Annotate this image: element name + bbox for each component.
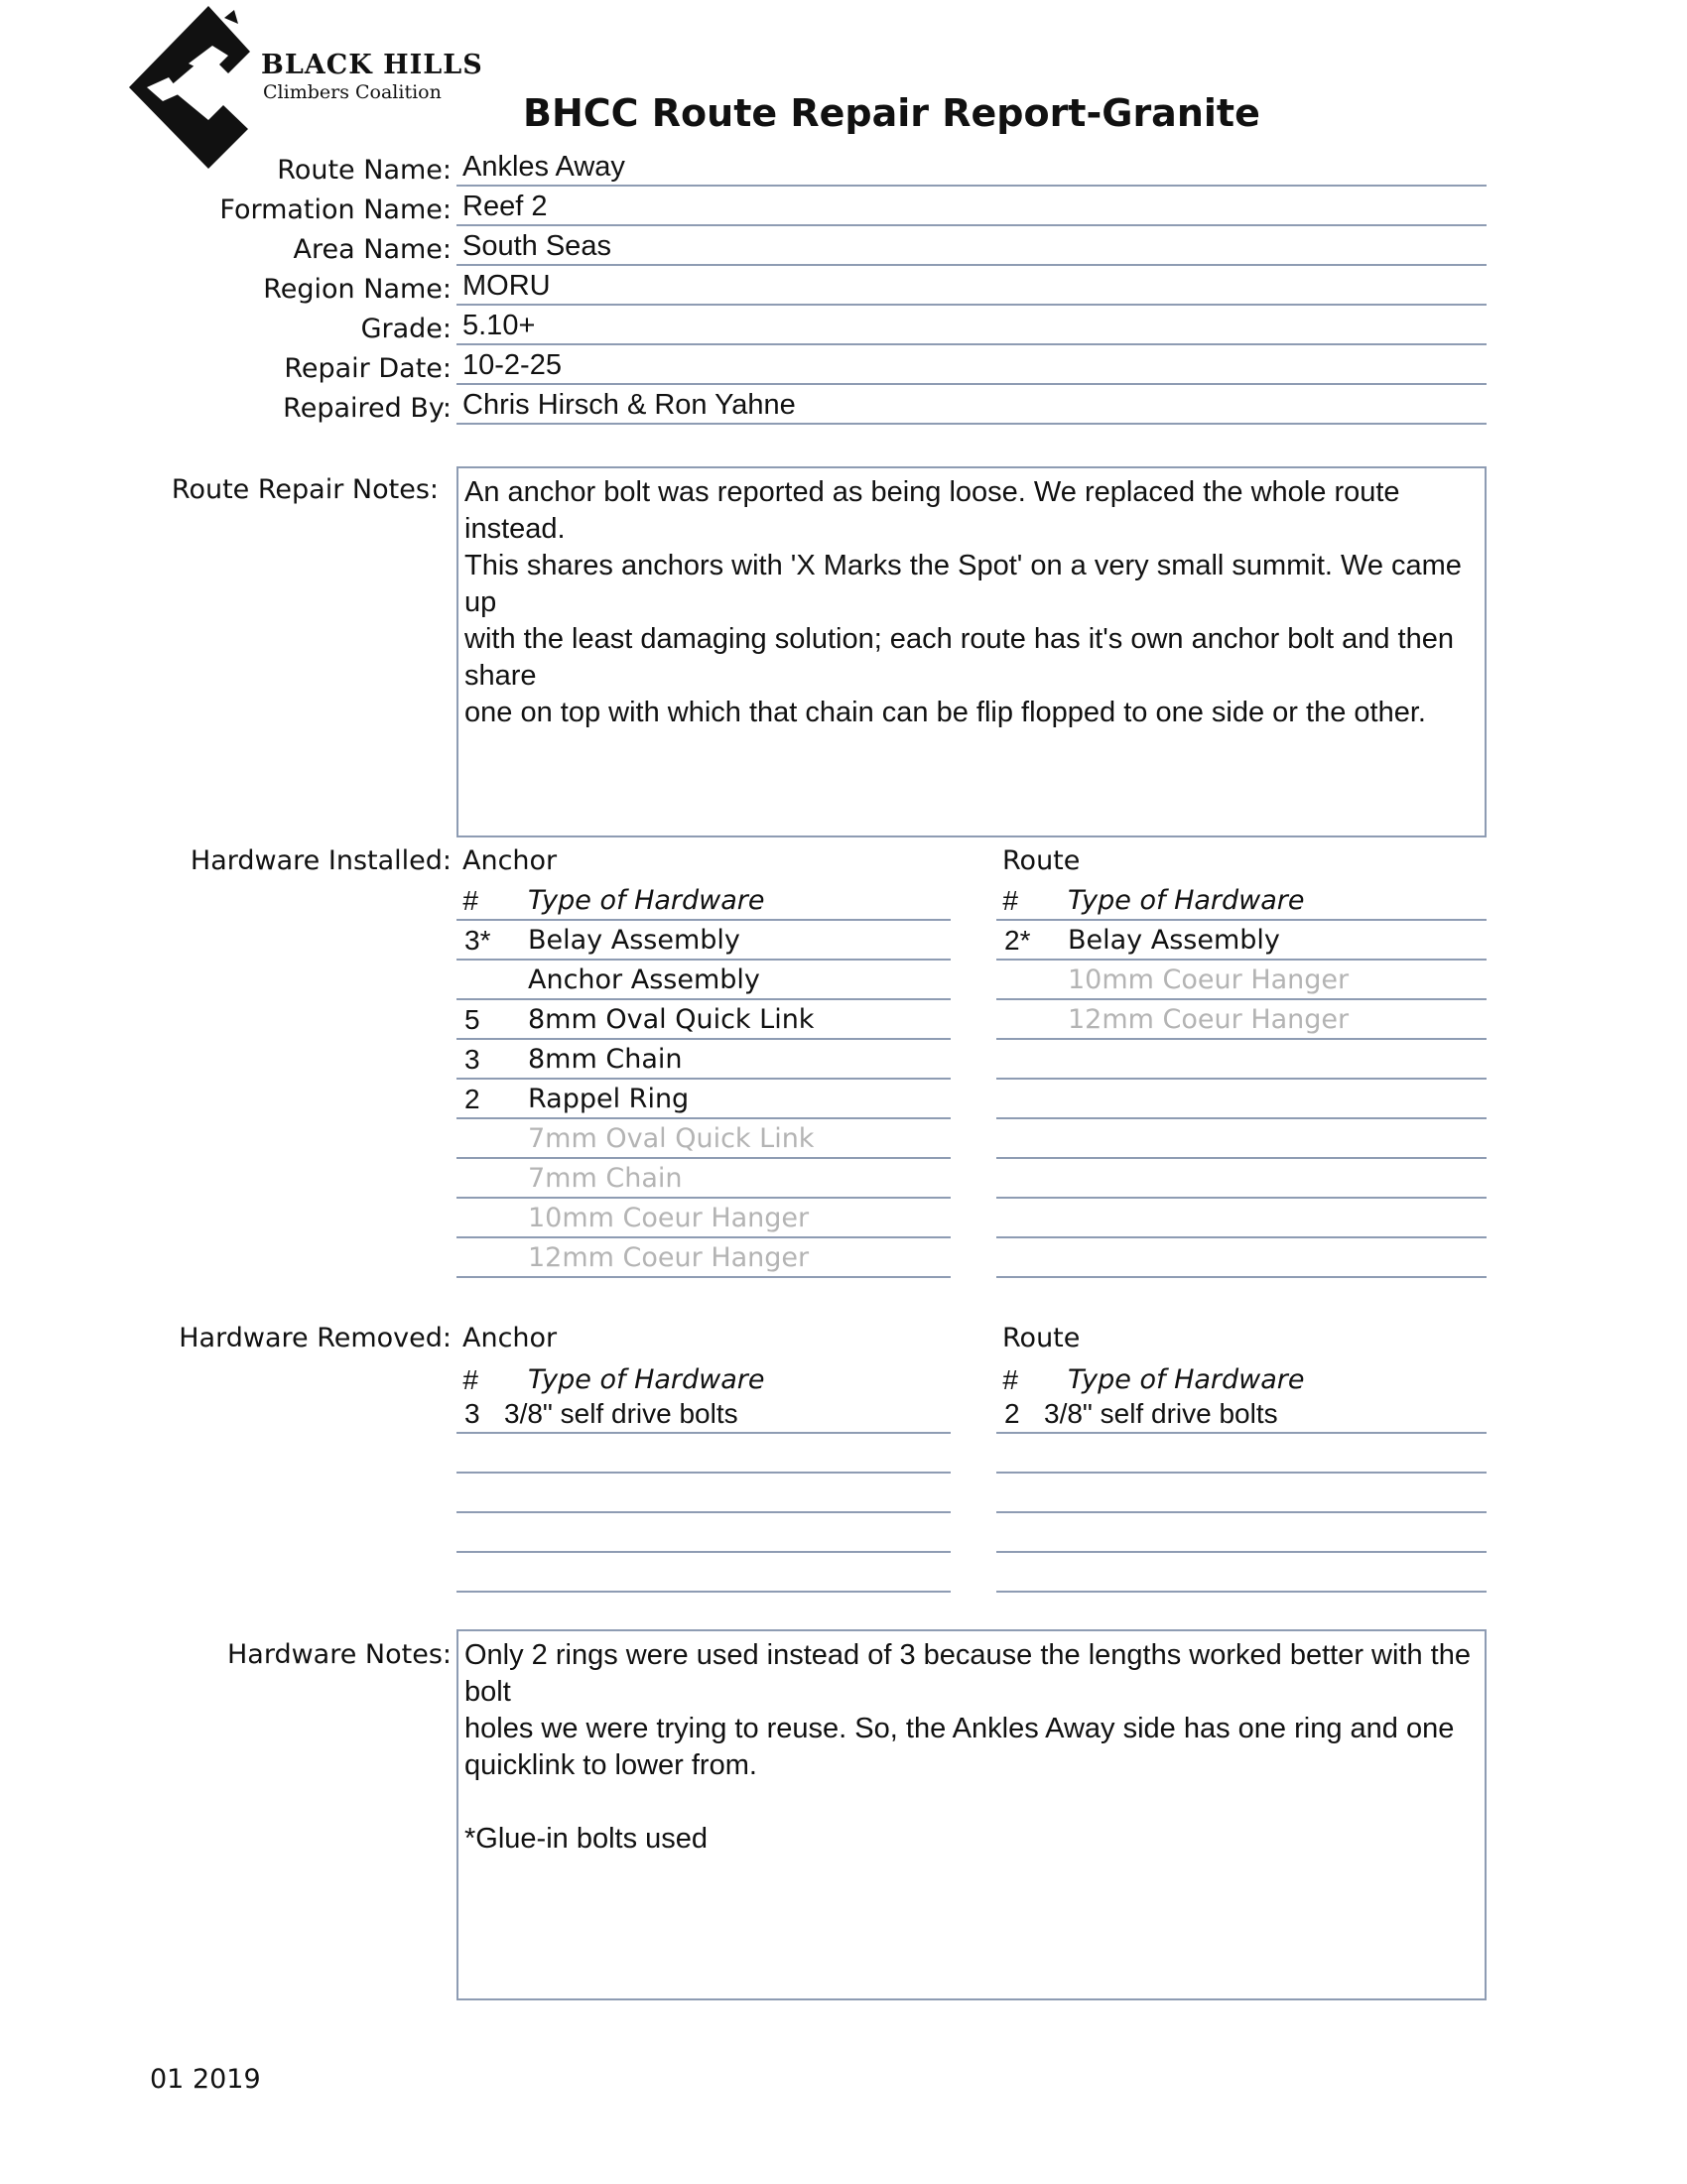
- col-type-header: Type of Hardware: [1068, 885, 1305, 916]
- mountain-logo-icon: [129, 6, 258, 170]
- row-hardware-type: 10mm Coeur Hanger: [528, 1203, 810, 1233]
- org-subtitle: Climbers Coalition: [263, 81, 442, 103]
- row-hardware-type: 8mm Chain: [528, 1044, 683, 1075]
- row-hardware-type: Anchor Assembly: [528, 964, 760, 995]
- table-row[interactable]: [456, 1199, 951, 1238]
- field-value[interactable]: Chris Hirsch & Ron Yahne: [456, 389, 1487, 425]
- table-row[interactable]: [456, 1119, 951, 1159]
- row-hardware-type: 12mm Coeur Hanger: [528, 1242, 810, 1273]
- table-row[interactable]: [456, 921, 951, 961]
- table-row[interactable]: [996, 1434, 1487, 1474]
- col-type-header: Type of Hardware: [528, 1364, 765, 1395]
- row-quantity: 3: [464, 1044, 480, 1075]
- table-row[interactable]: [996, 1000, 1487, 1040]
- hardware-removed-label: Hardware Removed:: [179, 1323, 452, 1353]
- hardware-installed-label: Hardware Installed:: [190, 845, 452, 876]
- table-row[interactable]: [456, 1159, 951, 1199]
- row-hardware-type: 12mm Coeur Hanger: [1068, 1004, 1350, 1035]
- table-row[interactable]: [456, 1238, 951, 1278]
- field-label: Region Name:: [263, 274, 452, 305]
- table-row[interactable]: [996, 1394, 1487, 1434]
- table-row[interactable]: [456, 1513, 951, 1553]
- row-hardware-type: 10mm Coeur Hanger: [1068, 964, 1350, 995]
- row-quantity: 3*: [464, 925, 491, 956]
- table-row[interactable]: [456, 1080, 951, 1119]
- row-quantity: 3: [464, 1398, 480, 1429]
- footer-version: 01 2019: [150, 2064, 261, 2095]
- table-row[interactable]: [996, 961, 1487, 1000]
- table-row[interactable]: [996, 1119, 1487, 1159]
- table-row[interactable]: [996, 1080, 1487, 1119]
- field-label: Grade:: [360, 314, 452, 344]
- route-repair-notes-label: Route Repair Notes:: [171, 474, 439, 505]
- page-title: BHCC Route Repair Report-Granite: [523, 91, 1260, 135]
- table-row[interactable]: [996, 1513, 1487, 1553]
- removed-route-header: [996, 1360, 1487, 1394]
- table-row[interactable]: [996, 921, 1487, 961]
- field-label: Repair Date:: [284, 353, 452, 384]
- row-hardware-type: Rappel Ring: [528, 1084, 690, 1114]
- field-value[interactable]: 5.10+: [456, 310, 1487, 345]
- table-row[interactable]: [996, 1199, 1487, 1238]
- table-row[interactable]: [456, 1474, 951, 1513]
- installed-anchor-title: Anchor: [462, 845, 558, 876]
- org-name: BLACK HILLS: [261, 50, 483, 80]
- removed-route-title: Route: [1002, 1323, 1081, 1353]
- row-hardware-type: 8mm Oval Quick Link: [528, 1004, 815, 1035]
- row-hardware-type: 3/8" self drive bolts: [1044, 1398, 1278, 1429]
- row-hardware-type: 7mm Oval Quick Link: [528, 1123, 815, 1154]
- field-value[interactable]: 10-2-25: [456, 349, 1487, 385]
- col-num-header: #: [1002, 1364, 1018, 1395]
- field-value[interactable]: Reef 2: [456, 191, 1487, 226]
- field-value[interactable]: South Seas: [456, 230, 1487, 266]
- hardware-notes-box[interactable]: Only 2 rings were used instead of 3 because the lengths worked better with the bolt holes we were trying to reuse. So, the Ankles Away side has one ring and one quicklink to lower from. *Glue-in bolts used: [456, 1629, 1487, 2000]
- col-num-header: #: [462, 885, 478, 916]
- removed-anchor-header: [456, 1360, 951, 1394]
- row-hardware-type: Belay Assembly: [1068, 925, 1280, 956]
- table-row[interactable]: [456, 961, 951, 1000]
- table-row[interactable]: [456, 1040, 951, 1080]
- org-logo: [129, 6, 258, 170]
- table-row[interactable]: [456, 1394, 951, 1434]
- field-label: Repaired By:: [283, 393, 452, 424]
- table-row[interactable]: [996, 1040, 1487, 1080]
- field-label: Route Name:: [277, 155, 452, 186]
- installed-route-header: [996, 881, 1487, 921]
- hardware-notes-label: Hardware Notes:: [226, 1639, 452, 1670]
- col-num-header: #: [462, 1364, 478, 1395]
- table-row[interactable]: [996, 1159, 1487, 1199]
- table-row[interactable]: [456, 1000, 951, 1040]
- table-row[interactable]: [996, 1474, 1487, 1513]
- installed-anchor-header: [456, 881, 951, 921]
- row-quantity: 2*: [1004, 925, 1031, 956]
- col-type-header: Type of Hardware: [1068, 1364, 1305, 1395]
- field-value[interactable]: Ankles Away: [456, 151, 1487, 187]
- table-row[interactable]: [456, 1434, 951, 1474]
- row-quantity: 5: [464, 1004, 480, 1035]
- row-hardware-type: 7mm Chain: [528, 1163, 683, 1194]
- col-num-header: #: [1002, 885, 1018, 916]
- installed-route-title: Route: [1002, 845, 1081, 876]
- table-row[interactable]: [996, 1553, 1487, 1593]
- row-quantity: 2: [464, 1084, 480, 1114]
- table-row[interactable]: [456, 1553, 951, 1593]
- route-repair-notes-box[interactable]: An anchor bolt was reported as being loose. We replaced the whole route instead. This shares anchors with 'X Marks the Spot' on a very small summit. We came up with the least damaging solution; each route has it's own anchor bolt and then share one on top with which that chain can be flip flopped to one side or the other.: [456, 466, 1487, 837]
- row-hardware-type: 3/8" self drive bolts: [504, 1398, 738, 1429]
- removed-anchor-title: Anchor: [462, 1323, 558, 1353]
- col-type-header: Type of Hardware: [528, 885, 765, 916]
- field-label: Area Name:: [293, 234, 452, 265]
- row-hardware-type: Belay Assembly: [528, 925, 740, 956]
- field-value[interactable]: MORU: [456, 270, 1487, 306]
- row-quantity: 2: [1004, 1398, 1020, 1429]
- field-label: Formation Name:: [219, 194, 452, 225]
- table-row[interactable]: [996, 1238, 1487, 1278]
